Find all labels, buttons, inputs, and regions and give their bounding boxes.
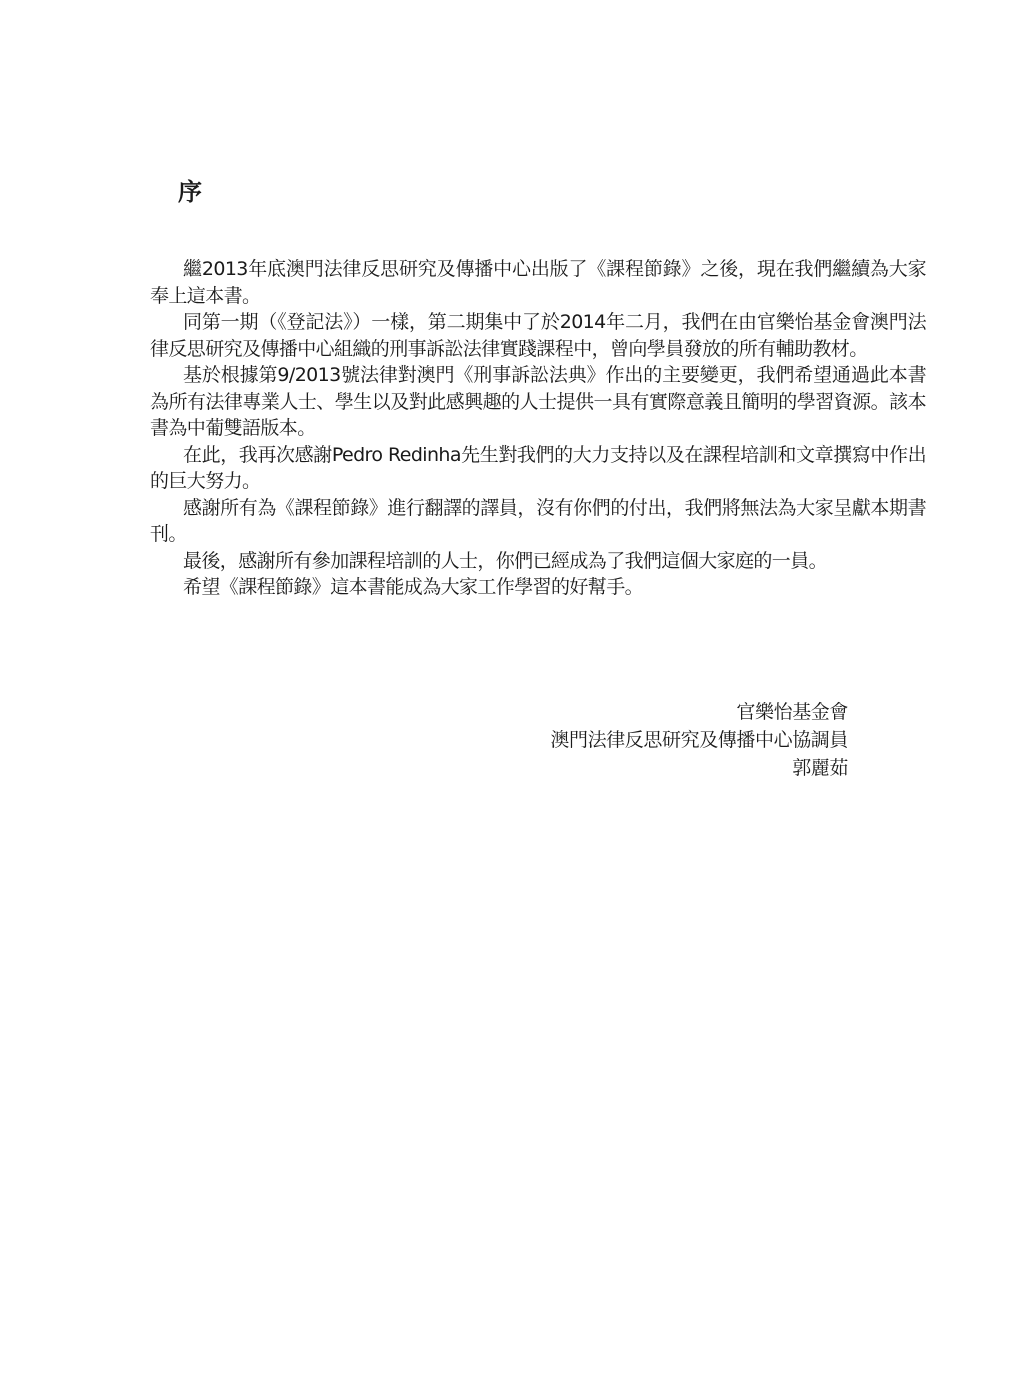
signature-block [550,698,848,782]
paragraph-1: 繼2013年底澳門法律反思研究及傳播中心出版了《課程節錄》之後，現在我們繼續為大家奉上這本書。 [150,258,926,307]
page-title: 序 [178,178,202,206]
signature-position: 澳門法律反思研究及傳播中心協調員 [550,729,848,751]
paragraph-4: 在此，我再次感謝Pedro Redinha先生對我們的大力支持以及在課程培訓和文章撰寫中作出的巨大努力。 [150,443,926,492]
paragraph-2: 同第一期（《登記法》）一樣，第二期集中了於2014年二月，我們在由官樂怡基金會澳門法律反思研究及傳播中心組織的刑事訴訟法律實踐課程中，曾向學員發放的所有輔助教材。 [150,311,926,360]
paragraph-6: 最後，感謝所有參加課程培訓的人士，你們已經成為了我們這個大家庭的一員。 [183,549,828,572]
signature-organization: 官樂怡基金會 [736,701,848,723]
preface-body [150,256,926,601]
signature-name: 郭麗茹 [792,757,848,779]
paragraph-7: 希望《課程節錄》這本書能成為大家工作學習的好幫手。 [183,576,644,598]
paragraph-3: 基於根據第9/2013號法律對澳門《刑事訴訟法典》作出的主要變更，我們希望通過此本書為所有法律專業人士、學生以及對此感興趣的人士提供一具有實際意義且簡明的學習資源。該本書為中葡雙語版本。 [150,364,926,439]
paragraph-5: 感謝所有為《課程節錄》進行翻譯的譯員，沒有你們的付出，我們將無法為大家呈獻本期書刊。 [150,496,926,545]
